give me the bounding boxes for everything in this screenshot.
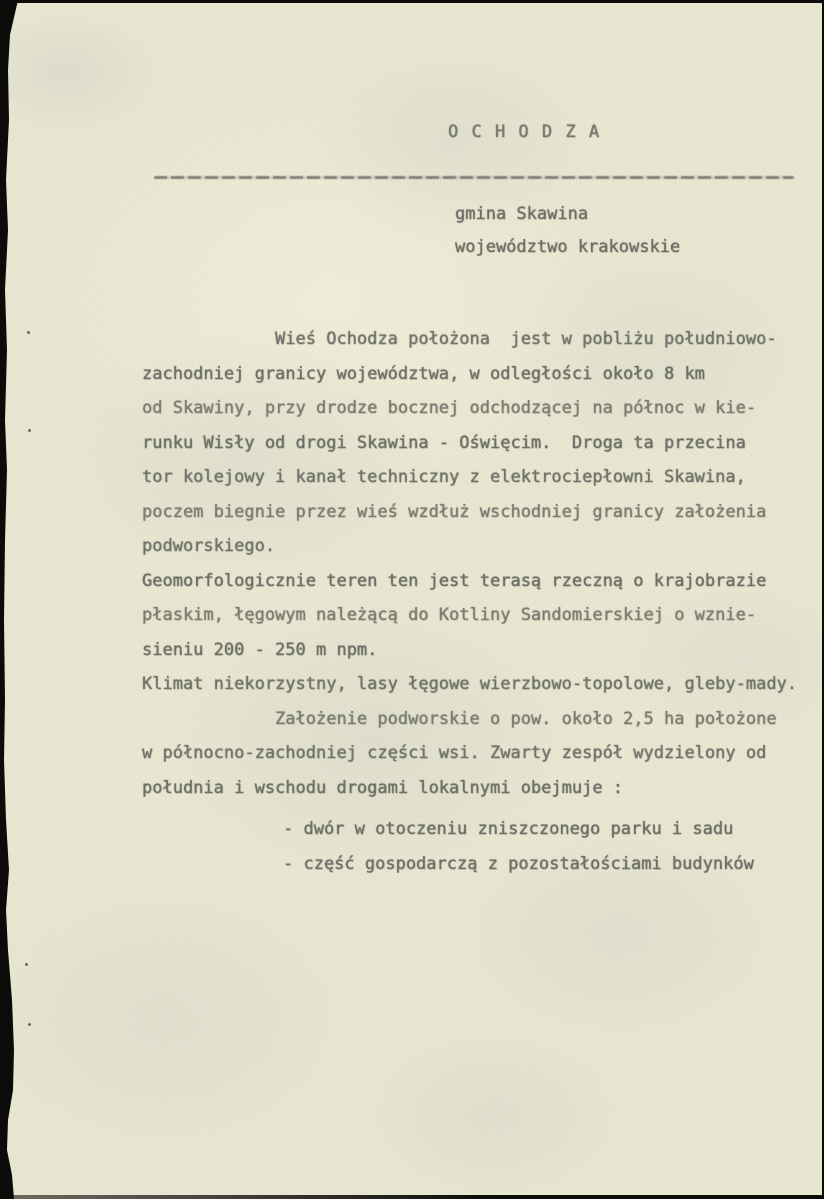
- document-body: [142, 322, 812, 805]
- typed-line: runku Wisły od drogi Skawina - Oświęcim. Droga ta przecina: [142, 432, 746, 453]
- typed-line: tor kolejowy i kanał techniczny z elektrociepłowni Skawina,: [142, 467, 746, 487]
- typed-line: poczem biegnie przez wieś wzdłuż wschodniej granicy założenia: [142, 501, 767, 522]
- paper-speck: [27, 331, 30, 334]
- typed-line: Wieś Ochodza położona jest w pobliżu południowo-: [142, 329, 777, 349]
- typed-line: - dwór w otoczeniu zniszczonego parku i sadu: [283, 819, 734, 839]
- document-subheader: [455, 198, 680, 264]
- scan-edge-top: [0, 0, 824, 3]
- typed-line: od Skawiny, przy drodze bocznej odchodzącej na północ w kie-: [142, 398, 757, 418]
- typed-line: Klimat niekorzystny, lasy łęgowe wierzbowo-topolowe, gleby-mady.: [142, 674, 798, 694]
- document-bullet-list: [283, 812, 754, 881]
- typed-line: zachodniej granicy województwa, w odległości około 8 km: [142, 363, 705, 384]
- typed-line: podworskiego.: [142, 536, 276, 556]
- typed-line: sieniu 200 - 250 m npm.: [142, 639, 378, 660]
- paper-speck: [28, 1023, 31, 1026]
- typed-line: w północno-zachodniej części wsi. Zwarty zespół wydzielony od: [142, 743, 767, 763]
- voivodeship-line: województwo krakowskie: [455, 237, 681, 257]
- typed-divider-rule: [154, 176, 794, 179]
- typed-line: płaskim, łęgowym należącą do Kotliny Sandomierskiej o wznie-: [142, 605, 757, 625]
- torn-edge-left: [0, 0, 22, 1199]
- document-title: O C H O D Z A: [448, 122, 601, 142]
- paper-speck: [25, 963, 28, 966]
- typed-line: południa i wschodu drogami lokalnymi obejmuje :: [142, 777, 624, 798]
- municipality-line: gmina Skawina: [455, 204, 589, 224]
- typed-line: Założenie podworskie o pow. około 2,5 ha położone: [142, 708, 777, 729]
- scan-edge-bottom: [0, 1195, 824, 1199]
- paper-speck: [28, 429, 31, 432]
- typed-line: - część gospodarczą z pozostałościami budynków: [283, 853, 754, 874]
- typed-line: Geomorfologicznie teren ten jest terasą rzeczną o krajobrazie: [142, 570, 767, 591]
